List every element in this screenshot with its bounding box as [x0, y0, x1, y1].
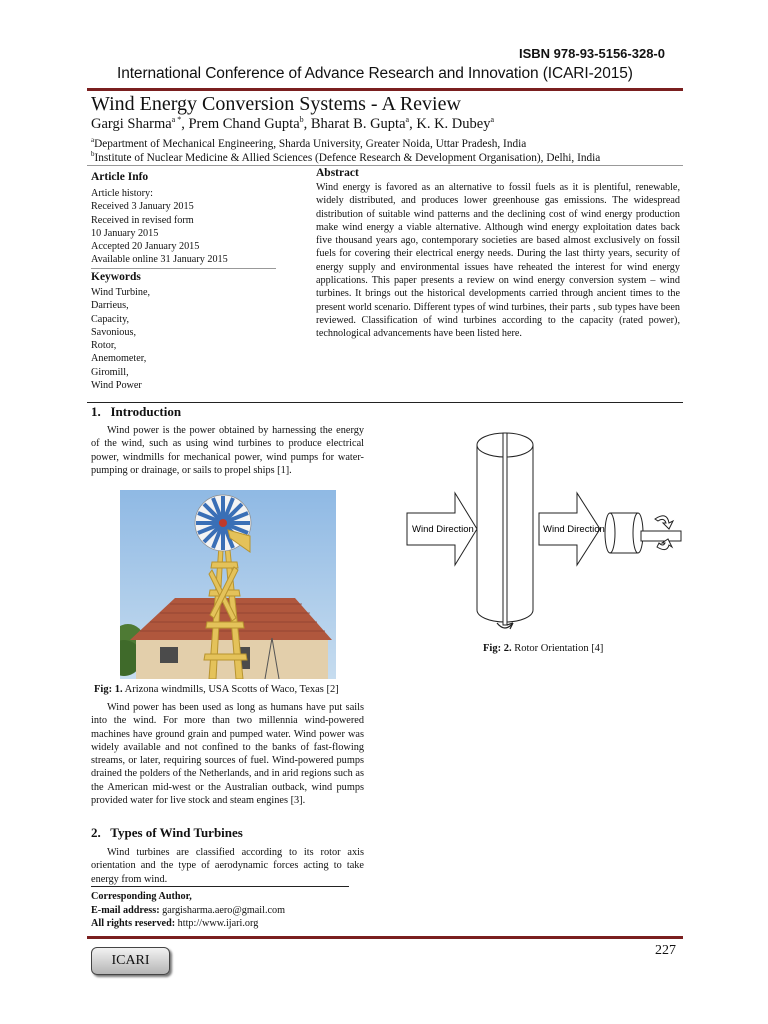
article-info-heading: Article Info	[91, 171, 149, 183]
keyword-item: Capacity,	[91, 313, 130, 325]
email-line: E-mail address: gargisharma.aero@gmail.com	[91, 904, 286, 916]
keywords-heading: Keywords	[91, 271, 141, 283]
wind-label-right: Wind Direction	[543, 524, 605, 535]
window-1	[160, 647, 178, 663]
intro-paragraph-1: Wind power is the power obtained by harnessing the energy of the wind, such as using wind turbines to produce electrical power, windmills for mechanical power, wind pumps for water-pumping or drainage, or sails to propel ships [1].	[91, 425, 364, 476]
intro-paragraph-2: Wind power has been used as long as humans have put sails into the wind. For more than two millennia wind-powered machines have ground grain and pumped water. Wind power was widely available and not confined to the banks of fast-flowing streams, or later, requiring sources of fuel. Wind-powered pumps drained the polders of the Netherlands, and in arid regions such as the American mid-west or the Australian outback, wind pumps provided water for live stock and steam engines [3].	[91, 702, 364, 807]
rights-line: All rights reserved: http://www.ijari.org	[91, 918, 259, 929]
axle	[641, 531, 681, 541]
author-1: Gargi Sharma	[91, 115, 172, 132]
affiliation-a-sup: a	[91, 136, 95, 144]
article-info-line: Received in revised form	[91, 214, 194, 226]
article-info-line: Article history:	[91, 188, 153, 199]
icari-badge	[91, 947, 170, 975]
affiliation-b-sup: b	[91, 150, 95, 158]
author-list: Gargi Sharma$^{a *}$, Prem Chand Gupta$^b$, Bharat B. Gupta$^a$, K. K. Dubey$^a$	[91, 115, 495, 132]
page-number: 227	[655, 943, 676, 958]
article-info-list	[91, 187, 291, 267]
fig2-label: Fig: 2.	[483, 643, 512, 654]
affiliation-b	[91, 150, 600, 164]
icari-badge-text: ICARI	[111, 953, 150, 968]
fig1-text: Arizona windmills, USA Scotts of Waco, Texas [2]	[124, 684, 339, 695]
keywords-list	[91, 286, 291, 392]
header-rule	[87, 88, 683, 91]
affiliation-a-text: Department of Mechanical Engineering, Sharda University, Greater Noida, Uttar Pradesh, India	[94, 137, 527, 150]
author-2-sup: b	[299, 115, 304, 124]
author-1-sup: a *	[171, 115, 182, 124]
isbn: ISBN 978-93-5156-328-0	[519, 46, 665, 61]
fig2-text: Rotor Orientation [4]	[514, 643, 604, 654]
website-link[interactable]: http://www.ijari.org	[177, 918, 259, 929]
page-title: Wind Energy Conversion Systems - A Review	[91, 93, 461, 115]
abstract-heading: Abstract	[316, 167, 359, 179]
footer-rule	[87, 936, 683, 939]
keyword-item: Rotor,	[91, 340, 117, 352]
fig1-caption	[94, 684, 339, 695]
title-rule	[87, 165, 683, 166]
wind-label-left: Wind Direction	[412, 524, 474, 535]
fig2-caption	[483, 643, 603, 654]
fig1-label: Fig: 1.	[94, 684, 123, 695]
email-link[interactable]: gargisharma.aero@gmail.com	[162, 904, 286, 916]
article-info-line: Accepted 20 January 2015	[91, 241, 200, 253]
keyword-item: Anemometer,	[91, 353, 147, 365]
author-4: K. K. Dubey	[416, 115, 491, 132]
keyword-item: Wind Turbine,	[91, 287, 151, 298]
author-note: Corresponding Author,	[91, 891, 192, 902]
rotor-shaft	[503, 433, 507, 625]
author-3-sup: a	[405, 115, 410, 124]
abstract-text: Wind energy is favored as an alternative to fossil fuels as it is plentiful, renewable, widely distributed, and produces lower greenhouse gas emissions. The widespread distribution of suitable wind patterns and the declining cost of wind energy production make wind energy a viable alternative. Although wind energy exploitation dates back five thousand years ago, contemporary societies are based almost exclusively on fossil fuels for covering their electrical energy needs. During the last thirty years, security of energy supply and environmental issues have reheated the interest for wind energy applications. This paper presents a review on wind energy conversion system – wind turbines. It brings out the historical developments carried through ancient times to the present world scenario. Different types of wind turbines, their parts , sub types have been reviewed. Classification of wind turbines according to the capacity (rated power), technological advancements have been listed here.	[316, 182, 680, 340]
rotor-orientation-diagram	[405, 425, 685, 640]
keyword-item: Darrieus,	[91, 300, 129, 312]
article-info-line: 10 January 2015	[91, 227, 159, 239]
author-4-sup: a	[490, 115, 495, 124]
info-rule	[91, 268, 276, 269]
section-1-heading: 1. Introduction	[91, 404, 182, 419]
keyword-item: Wind Power	[91, 380, 142, 392]
footnote-rule	[91, 886, 349, 887]
conference-title: International Conference of Advance Research and Innovation (ICARI-2015)	[117, 65, 633, 82]
section-2-heading: 2. Types of Wind Turbines	[91, 825, 243, 840]
article-info-line: Received 3 January 2015	[91, 201, 194, 213]
types-paragraph-1: Wind turbines are classified according to its rotor axis orientation and the type of aerodynamic forces acting to take energy from wind.	[91, 847, 364, 885]
keyword-item: Savonious,	[91, 326, 136, 338]
abstract-rule	[87, 402, 683, 403]
hub-face	[605, 513, 615, 553]
author-3: Bharat B. Gupta	[310, 115, 406, 132]
affiliation-b-text: Institute of Nuclear Medicine & Allied Sciences (Defence Research & Development Organisation), Delhi, India	[94, 151, 601, 164]
corresponding-author	[91, 890, 285, 931]
windmill-photo	[120, 490, 336, 679]
keyword-item: Giromill,	[91, 366, 129, 378]
article-info-line: Available online 31 January 2015	[91, 254, 228, 266]
affiliation-a	[91, 136, 526, 150]
author-2: Prem Chand Gupta	[188, 115, 300, 132]
